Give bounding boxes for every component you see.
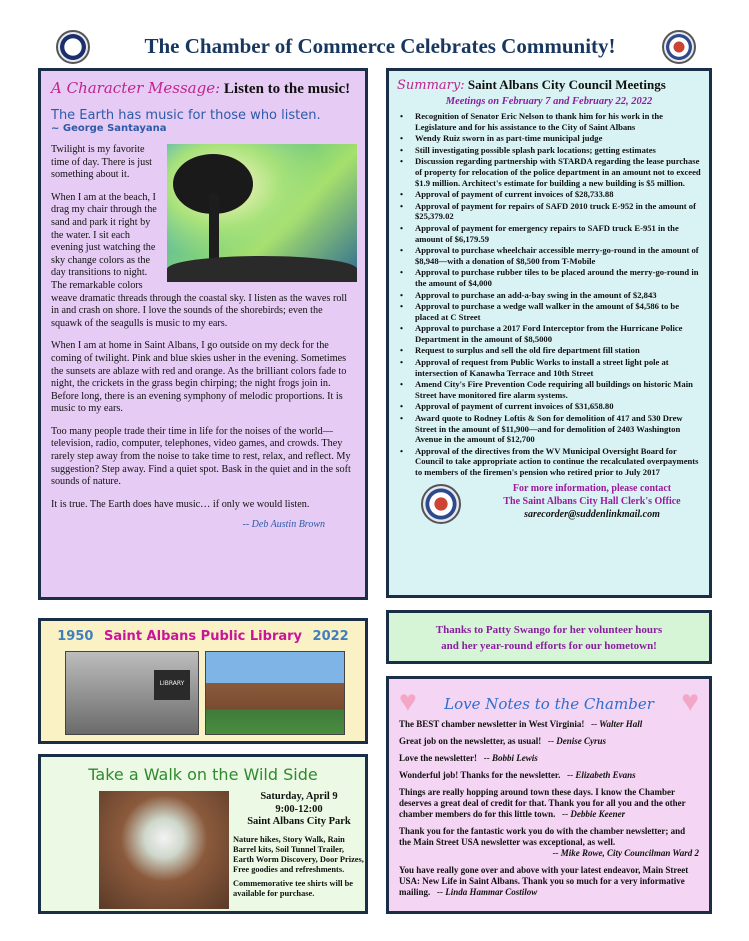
quote-author: ~ George Santayana [51, 123, 167, 134]
character-paragraph: Too many people trade their time in life for the noises of the world—television, radio, computer, telephones, video games, and crowds. They rarely step away from the noise to take time to rest, relax, and reflect. My suggestion? Step away. Find a quiet spot. Bask in the quiet and in the soft sounds of nature. [51, 425, 351, 488]
quote-text: The Earth has music for those who listen. [51, 108, 321, 123]
event-place: Saint Albans City Park [247, 816, 351, 827]
list-item: • Approval to purchase a 2017 Ford Interceptor from the Hurricane Police Department in the amount of $8,5000 [397, 323, 701, 344]
love-notes-title: Love Notes to the Chamber [444, 695, 654, 713]
list-item: • Approval of payment of current invoices of $31,658.80 [397, 401, 701, 412]
tree-music-image [167, 144, 357, 282]
thanks-line: Thanks to Patty Swango for her volunteer hours [435, 624, 663, 636]
council-label: Summary: [397, 78, 465, 93]
character-signature: -- Deb Austin Brown [242, 519, 325, 531]
city-seal-icon [662, 30, 696, 64]
contact-email[interactable]: sarecorder@suddenlinkmail.com [524, 508, 660, 520]
wildflower-photo [99, 791, 229, 909]
contact-office: The Saint Albans City Hall Clerk's Office [503, 495, 681, 507]
wild-side-info [233, 791, 365, 899]
library-panel [38, 618, 368, 744]
wild-side-title: Take a Walk on the Wild Side [88, 765, 318, 784]
list-item: • Approval to purchase wheelchair accessible merry-go-round in the amount of $8,948—with a donation of $8,500 from T-Mobile [397, 245, 701, 266]
list-item: • Award quote to Rodney Loftis & Son for demolition of 417 and 530 Drew Street in the amount of $11,900—and for demolition of 2403 Washington Avenue in the amount of $12,700 [397, 413, 701, 445]
event-date: Saturday, April 9 [260, 791, 338, 802]
love-note-text: Great job on the newsletter, as usual! [399, 736, 542, 746]
character-paragraph: Twilight is my favorite time of day. There is just something about it. [51, 144, 153, 181]
character-message-panel [38, 68, 368, 600]
love-note-text: Things are really hopping around town these days. I know the Chamber deserves a great deal of credit for that. Thank you for all you and the other chamber members do for this little town. [399, 787, 686, 819]
contact-line: For more information, please contact [512, 482, 672, 494]
library-year-now: 2022 [312, 629, 349, 644]
list-item: • Amend City's Fire Prevention Code requiring all buildings on historic Main Street have monitored fire alarm systems. [397, 379, 701, 400]
love-note [399, 826, 699, 859]
event-time: 9:00-12:00 [275, 803, 323, 815]
contact-info [477, 482, 707, 521]
library-2022-photo [205, 651, 345, 735]
character-body [51, 144, 355, 511]
event-details: Nature hikes, Story Walk, Rain Barrel kits, Soil Tunnel Trailer, Earth Worm Discovery, Door Prizes, Free goodies and refreshments. [233, 834, 364, 874]
library-name: Saint Albans Public Library [103, 629, 303, 644]
thanks-line: and her year-round efforts for our hometown! [441, 640, 657, 652]
love-note [399, 736, 699, 747]
love-note-text: The BEST chamber newsletter in West Virginia! [399, 719, 585, 729]
council-summary-panel [386, 68, 712, 598]
list-item: • Discussion regarding partnership with STARDA regarding the lease purchase of property for relocation of the police department in an amount not to exceed $1.9 million. Architect's estimate for building a new building is $5 million. [397, 156, 701, 188]
list-item: • Approval of payment for repairs of SAFD 2010 truck E-952 in the amount of $25,379.02 [397, 201, 701, 222]
council-subheading: Meetings on February 7 and February 22, 2022 [445, 96, 653, 107]
list-item: • Approval of the directives from the WV Municipal Oversight Board for Council to take appropriate action to continue the recalculated overpayments to members of the firemen's pension who retired prior to July 2017 [397, 446, 701, 478]
council-title: Saint Albans City Council Meetings [467, 77, 666, 92]
council-items-list [397, 111, 701, 478]
love-note-text: Thank you for the fantastic work you do with the chamber newsletter; and the Main Street USA newsletter was exceptional, as well. [399, 826, 686, 847]
love-note-author: -- Linda Hammar Costilow [437, 887, 538, 897]
character-paragraph: When I am at the beach, I drag my chair through the sand and park it right by the water. I sit each evening just watching the sky change colors as the day transitions to night. The remarkable colors weave dramatic threads through the coastal sky. I listen as the waves roll in and crash on shore. I love the sounds of the shorebirds; even the squawk of the seagulls is music to my ears. [51, 191, 348, 329]
love-note-text: Love the newsletter! [399, 753, 477, 763]
list-item: • Recognition of Senator Eric Nelson to thank him for his work in the Legislature and for his assistance to the City of Saint Albans [397, 111, 701, 132]
character-paragraph: It is true. The Earth does have music… if only we would listen. [51, 498, 310, 510]
tree-ground-shape [167, 256, 357, 282]
council-heading [397, 77, 701, 93]
love-notes-header [399, 685, 699, 719]
list-item: • Approval of payment of current invoices of $28,733.88 [397, 189, 701, 200]
list-item: • Request to surplus and sell the old fire department fill station [397, 345, 701, 356]
page-title: The Chamber of Commerce Celebrates Community! [144, 34, 616, 58]
library-heading [41, 629, 365, 644]
council-contact [397, 482, 701, 526]
event-when [233, 791, 365, 829]
library-year-then: 1950 [57, 629, 94, 644]
chamber-seal-icon [56, 30, 90, 64]
love-note [399, 865, 699, 898]
character-label: A Character Message: [51, 79, 221, 97]
library-1950-photo [65, 651, 199, 735]
love-note [399, 753, 699, 764]
thanks-text [389, 622, 709, 654]
list-item: • Approval to purchase an add-a-bay swing in the amount of $2,843 [397, 290, 701, 301]
city-hall-seal-icon [421, 484, 461, 524]
love-note-author: -- Walter Hall [591, 719, 643, 729]
thanks-panel [386, 610, 712, 664]
header [0, 26, 749, 70]
love-note [399, 770, 699, 781]
character-paragraph: When I am at home in Saint Albans, I go outside on my deck for the coming of twilight. Pink and blue skies usher in the evening. Sometimes the sunsets are ablaze with red and orange. As the brilliant colors fade to night, the crickets in the grass begin chirping; the night frogs join in. Before long, there is an evening symphony of melodic proportions. It is music to my ears. [51, 340, 347, 415]
love-note-text: You have really gone over and above with your latest endeavor, Main Street USA: New Life in Saint Albans. Thank you so much for a very informative mailing. [399, 865, 689, 897]
event-shirts: Commemorative tee shirts will be available for purchase. [233, 878, 354, 898]
love-note-author: -- Bobbi Lewis [483, 753, 538, 763]
list-item: • Approval to purchase rubber tiles to be placed around the merry-go-round in the amount of $4,000 [397, 267, 701, 288]
love-note-author: -- Mike Rowe, City Councilman Ward 2 [552, 848, 699, 858]
character-title: Listen to the music! [223, 81, 351, 97]
love-note-author: -- Denise Cyrus [548, 736, 606, 746]
love-note-author: -- Debbie Keener [562, 809, 626, 819]
love-note-text: Wonderful job! Thanks for the newsletter. [399, 770, 561, 780]
love-notes-panel [386, 676, 712, 914]
list-item: • Still investigating possible splash park locations; getting estimates [397, 145, 701, 156]
love-note-author: -- Elizabeth Evans [567, 770, 636, 780]
list-item: • Wendy Ruiz sworn in as part-time municipal judge [397, 133, 701, 144]
wild-side-panel [38, 754, 368, 914]
love-note [399, 719, 699, 730]
library-sign: LIBRARY [154, 670, 190, 700]
character-heading [51, 79, 355, 98]
list-item: • Approval to purchase a wedge wall walker in the amount of $4,586 to be placed at C Street [397, 301, 701, 322]
heart-icon: ♥ [399, 685, 417, 718]
list-item: • Approval of request from Public Works to install a street light pole at intersection of Kanawha Terrace and 10th Street [397, 357, 701, 378]
list-item: • Approval of payment for emergency repairs to SAFD truck E-951 in the amount of $6,179.59 [397, 223, 701, 244]
love-note [399, 787, 699, 820]
heart-icon: ♥ [681, 685, 699, 718]
